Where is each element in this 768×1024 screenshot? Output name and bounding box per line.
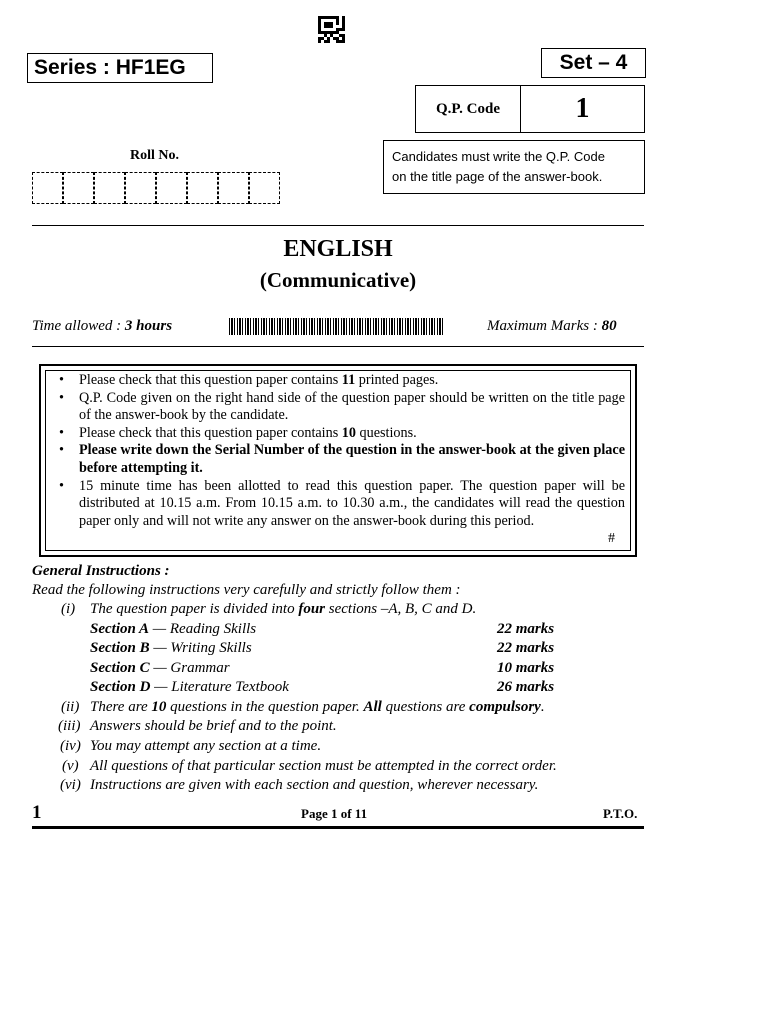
roll-digit-box[interactable]: [218, 172, 249, 204]
section-marks: [497, 621, 554, 638]
page-number-code: 1: [32, 802, 42, 823]
item-number: (iii): [58, 718, 81, 734]
footer-rule: [32, 826, 644, 829]
instruction-v: All questions of that particular section must be attempted in the correct order.: [90, 758, 557, 774]
section-marks: [497, 679, 554, 696]
candidate-note: [383, 140, 645, 194]
instruction-text: .: [540, 699, 545, 715]
marks-prefix: Maximum Marks :: [487, 318, 602, 334]
instruction-vi: Instructions are given with each section and question, wherever necessary.: [90, 777, 539, 793]
instruction-bold: 10: [151, 699, 167, 715]
marks-value: 80: [601, 318, 617, 334]
notice-text: printed pages.: [355, 372, 439, 388]
instruction-iv: You may attempt any section at a time.: [90, 738, 322, 754]
qp-code-value: 1: [575, 93, 590, 124]
qp-code-label: Q.P. Code: [416, 86, 521, 132]
section-marks-value: 22 marks: [497, 621, 555, 637]
section-row: [90, 679, 289, 696]
subject-title: ENGLISH: [283, 236, 393, 262]
roll-digit-box[interactable]: [125, 172, 156, 204]
section-desc: — Writing Skills: [149, 640, 252, 656]
section-desc: — Literature Textbook: [150, 679, 289, 695]
section-marks-value: 10 marks: [497, 660, 555, 676]
roll-digit-box[interactable]: [249, 172, 280, 204]
notice-list: [55, 372, 625, 530]
roll-digit-box[interactable]: [156, 172, 187, 204]
section-marks: [497, 660, 554, 677]
subject-subtitle: (Communicative): [259, 268, 417, 292]
notice-text: Please check that this question paper contains: [79, 372, 342, 388]
notice-item: [55, 442, 625, 477]
section-name: Section C: [90, 660, 150, 676]
section-name: Section B: [90, 640, 150, 656]
section-desc: — Grammar: [149, 660, 230, 676]
notice-text: 15 minute time has been allotted to read this question paper. The question paper will be distributed at 10.15 a.m. From 10.15 a.m. to 10.30 a.m., the candidates will read the question paper only and will not write any answer on the answer-book during this period.: [79, 477, 625, 529]
notice-item: [55, 425, 625, 443]
item-number: (vi): [60, 777, 81, 793]
qp-code-box: [415, 85, 645, 133]
notice-bold: Please write down the Serial Number of the question in the answer-book at the given place before attempting it.: [79, 442, 625, 476]
time-prefix: Time allowed :: [32, 318, 125, 334]
general-instructions-heading: General Instructions :: [32, 563, 170, 579]
roll-digit-box[interactable]: [94, 172, 125, 204]
notice-item: [55, 372, 625, 390]
instruction-text: The question paper is divided into: [90, 601, 299, 617]
roll-digit-box[interactable]: [63, 172, 94, 204]
roll-no-label: Roll No.: [130, 148, 179, 163]
instruction-text: questions are: [381, 699, 470, 715]
item-number: (iv): [60, 738, 81, 754]
candidate-note-line1: Candidates must write the Q.P. Code: [392, 149, 605, 164]
divider: [32, 346, 644, 347]
section-marks-value: 26 marks: [497, 679, 555, 695]
time-allowed: [32, 318, 172, 335]
notice-item: [55, 478, 625, 531]
section-desc: — Reading Skills: [149, 621, 257, 637]
instruction-text: sections –A, B, C and D.: [325, 601, 477, 617]
notice-hash: #: [608, 531, 615, 546]
section-name: Section A: [90, 621, 150, 637]
section-name: Section D: [90, 679, 151, 695]
notice-bold: 11: [341, 372, 356, 388]
instruction-text: There are: [90, 699, 152, 715]
instruction-ii: [90, 699, 545, 716]
item-number: (v): [62, 758, 79, 774]
candidate-note-line2: on the title page of the answer-book.: [392, 169, 603, 184]
item-number: (ii): [61, 699, 80, 715]
series-box: [27, 53, 213, 83]
barcode: [229, 318, 445, 335]
divider: [32, 225, 644, 226]
section-row: [90, 621, 256, 638]
instruction-iii: Answers should be brief and to the point.: [90, 718, 337, 734]
roll-digit-box[interactable]: [32, 172, 63, 204]
roll-no-boxes[interactable]: [32, 172, 280, 204]
notice-text: Please check that this question paper contains: [79, 424, 342, 441]
item-number: (i): [61, 601, 76, 617]
instruction-bold: compulsory: [469, 699, 541, 715]
notice-item: [55, 390, 625, 425]
roll-digit-box[interactable]: [187, 172, 218, 204]
time-value: 3 hours: [124, 318, 173, 334]
set-box: [541, 48, 646, 78]
section-marks-value: 22 marks: [497, 640, 555, 656]
instruction-text: questions in the question paper.: [166, 699, 364, 715]
section-row: [90, 660, 230, 677]
maximum-marks: [487, 318, 617, 335]
notice-box: [39, 364, 637, 557]
instructions-intro: Read the following instructions very carefully and strictly follow them :: [32, 582, 461, 598]
section-marks: [497, 640, 554, 657]
notice-text: Q.P. Code given on the right hand side of the question paper should be written on the title page of the answer-book by the candidate.: [79, 389, 625, 424]
page-indicator: Page 1 of 11: [301, 806, 368, 821]
instruction-bold: four: [298, 601, 326, 617]
section-row: [90, 640, 252, 657]
instruction-bold: All: [363, 699, 382, 715]
set-label: Set – 4: [559, 51, 628, 74]
instruction-i: [90, 601, 476, 618]
notice-text: questions.: [355, 424, 417, 441]
series-label: Series : HF1EG: [34, 56, 186, 79]
qr-code: [318, 16, 345, 43]
pto-label: P.T.O.: [603, 806, 638, 821]
notice-bold: 10: [341, 424, 356, 441]
